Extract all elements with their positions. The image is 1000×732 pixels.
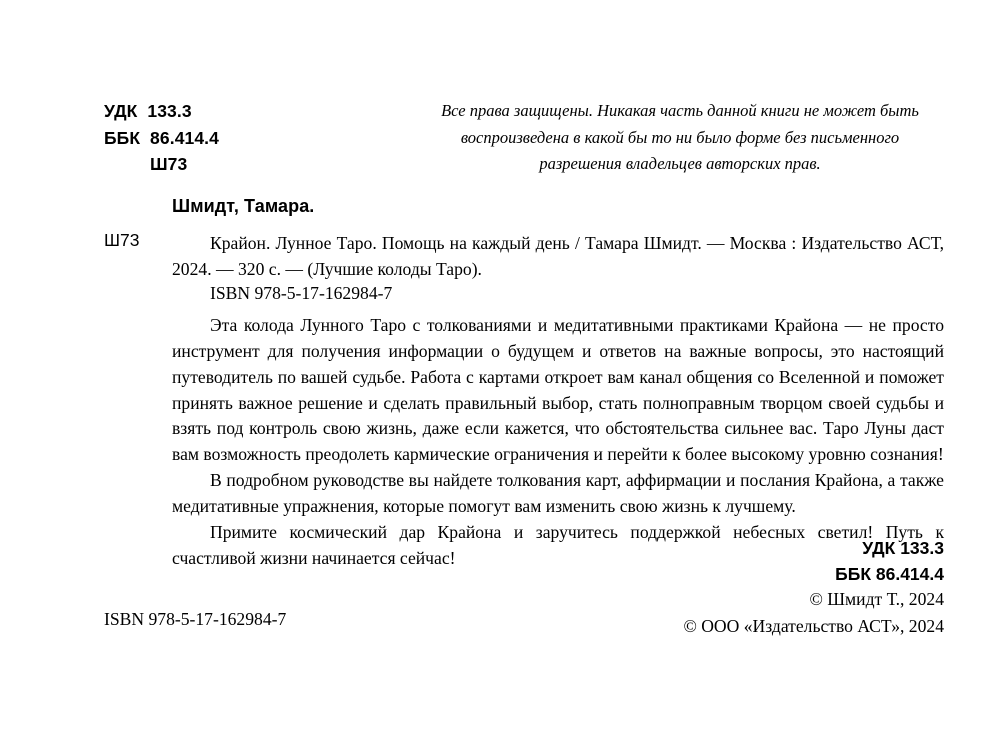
annotation-paragraph: В подробном руководстве вы найдете толкования карт, аффирмации и послания Крайона, а также медитативные упражнения, которые помогут вам изменить свою жизнь к лучшему. (172, 470, 944, 517)
classification-codes-top (104, 98, 284, 178)
isbn-bottom: ISBN 978-5-17-162984-7 (104, 609, 287, 629)
copyright-block (683, 586, 944, 639)
isbn-main: ISBN 978-5-17-162984-7 (210, 283, 393, 303)
author-name: Шмидт, Тамара. (172, 196, 315, 216)
udk-code-bottom: УДК 133.3 (862, 538, 944, 558)
annotation-text (172, 313, 944, 572)
bbk-code-bottom: ББК 86.414.4 (835, 564, 944, 585)
rights-notice: Все права защищены. Никакая часть данной книги не может быть воспроизведена в какой бы то ни было форме без письменного разрешения владельцев авторских прав. (441, 101, 919, 174)
bibliographic-description: Крайон. Лунное Таро. Помощь на каждый день / Тамара Шмидт. — Москва : Издательство АСТ, 2024. — 320 с. — (Лучшие колоды Таро). (172, 233, 944, 280)
annotation-paragraph: Эта колода Лунного Таро с толкованиями и медитативными практиками Крайона — не просто инструмент для получения информации о будущем и ответов на важные вопросы, это настоящий путеводитель по вашей судьбе. Работа с картами откроет вам канал общения со Вселенной и поможет принять важное решение и сделать правильный выбор, стать полноправным творцом своей судьбы и взять под контроль свою жизнь, даже если кажется, что обстоятельства сильнее вас. Таро Луны даст вам возможность преодолеть кармические ограничения и перейти к более высокому уровню сознания! (172, 315, 944, 465)
copyright-author: © Шмидт Т., 2024 (809, 589, 944, 609)
annotation-paragraph: Примите космический дар Крайона и заручитесь поддержкой небесных светил! Путь к счастливой жизни начинается сейчас! (172, 521, 944, 568)
udk-code-top: УДК 133.3 (104, 101, 192, 121)
shelf-code-top: Ш73 (150, 154, 188, 175)
bbk-code-top: ББК 86.414.4 (104, 127, 219, 148)
classification-codes-bottom (835, 535, 944, 588)
shelf-mark: Ш73 (104, 230, 140, 250)
copyright-publisher: © ООО «Издательство АСТ», 2024 (683, 615, 944, 636)
